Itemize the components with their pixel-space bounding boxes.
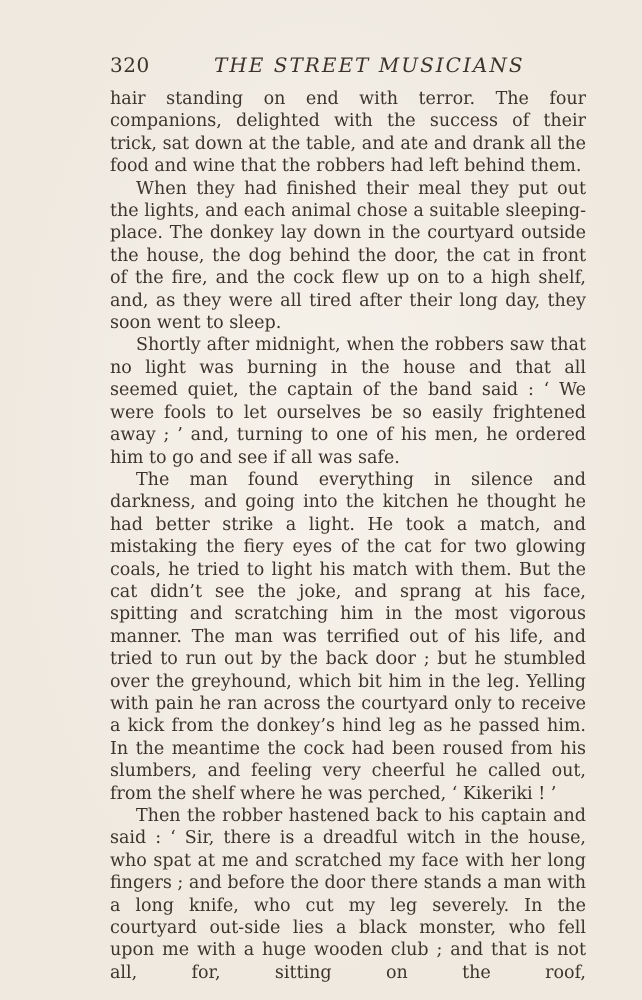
body-text (110, 88, 586, 984)
page-header (110, 52, 588, 78)
running-title: THE STREET MUSICIANS (214, 53, 525, 77)
paragraph-kitchen: The man found everything in silence and darkness, and going into the kitchen he thought he had better strike a light. He took a match, and mistaking the fiery eyes of the cat for two glowing coals, he tried to light his match with them. But the cat didn’t see the joke, and sprang at his face, spitting and scratching him in the most vigorous manner. The man was terrified out of his life, and tried to run out by the back door ; but he stumbled over the greyhound, which bit him in the leg. Yelling with pain he ran across the courtyard only to receive a kick from the donkey’s hind leg as he passed him. In the meantime the cock had been roused from his slumbers, and feeling very cheerful he called out, from the shelf where he was perched, ‘ Kikeriki ! ’ (110, 469, 586, 804)
paragraph-after-meal: When they had finished their meal they put out the lights, and each animal chose a suitable sleeping-place. The donkey lay down in the courtyard outside the house, the dog behind the door, the cat in front of the fire, and the cock flew up on to a high shelf, and, as they were all tired after their long day, they soon went to sleep. (110, 178, 586, 334)
paragraph-midnight: Shortly after midnight, when the robbers saw that no light was burning in the house and that all seemed quiet, the captain of the band said : ‘ We were fools to let ourselves be so easily frightened away ; ’ and, turning to one of his men, he ordered him to go and see if all was safe. (110, 335, 586, 468)
page-number: 320 (110, 53, 150, 77)
paragraph-robber-report: Then the robber hastened back to his captain and said : ‘ Sir, there is a dreadful witch in the house, who spat at me and scratched my face with her long fingers ; and before the door there stands a man with a long knife, who cut my leg severely. In the courtyard out-side lies a black monster, who fell upon me with a huge wooden club ; and that is not all, for, sitting on the roof, (110, 806, 586, 983)
paragraph-continuation: hair standing on end with terror. The four companions, delighted with the success of their trick, sat down at the table, and ate and drank all the food and wine that the robbers had left behind them. (110, 89, 586, 177)
